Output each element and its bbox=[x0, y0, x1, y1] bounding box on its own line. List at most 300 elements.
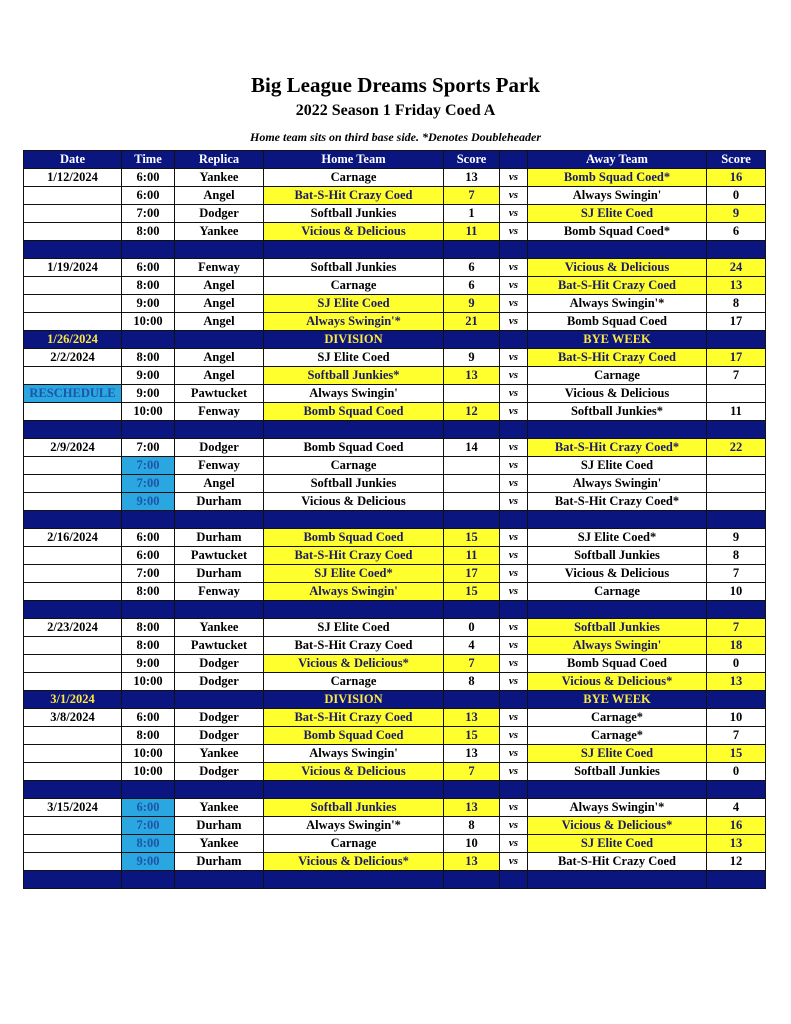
away-score-cell: 10 bbox=[707, 709, 766, 727]
home-score-cell: 13 bbox=[444, 853, 500, 871]
bye-week-label: BYE WEEK bbox=[528, 691, 707, 709]
date-cell bbox=[24, 763, 122, 781]
game-row bbox=[24, 205, 766, 223]
header-away-score: Score bbox=[707, 151, 766, 169]
date-cell bbox=[24, 367, 122, 385]
header-home-score: Score bbox=[444, 151, 500, 169]
game-row bbox=[24, 439, 766, 457]
empty-cell bbox=[707, 331, 766, 349]
date-cell bbox=[24, 403, 122, 421]
week-separator-row bbox=[24, 781, 766, 799]
separator-cell bbox=[264, 601, 444, 619]
separator-cell bbox=[122, 421, 175, 439]
away-team-cell: Carnage* bbox=[528, 727, 707, 745]
replica-field-cell: Dodger bbox=[175, 673, 264, 691]
away-score-cell: 16 bbox=[707, 169, 766, 187]
replica-field-cell: Durham bbox=[175, 817, 264, 835]
vs-label: vs bbox=[500, 655, 528, 673]
away-team-cell: SJ Elite Coed bbox=[528, 835, 707, 853]
vs-label: vs bbox=[500, 439, 528, 457]
game-row bbox=[24, 709, 766, 727]
time-cell: 6:00 bbox=[122, 259, 175, 277]
home-team-cell: SJ Elite Coed bbox=[264, 295, 444, 313]
separator-cell bbox=[24, 421, 122, 439]
vs-label: vs bbox=[500, 709, 528, 727]
replica-field-cell: Pawtucket bbox=[175, 637, 264, 655]
away-team-cell: Bat-S-Hit Crazy Coed bbox=[528, 349, 707, 367]
away-score-cell bbox=[707, 457, 766, 475]
game-row bbox=[24, 403, 766, 421]
separator-cell bbox=[444, 871, 500, 889]
header-date: Date bbox=[24, 151, 122, 169]
away-score-cell: 4 bbox=[707, 799, 766, 817]
home-team-cell: Bat-S-Hit Crazy Coed bbox=[264, 637, 444, 655]
time-cell: 9:00 bbox=[122, 655, 175, 673]
replica-field-cell: Angel bbox=[175, 367, 264, 385]
away-score-cell: 17 bbox=[707, 349, 766, 367]
home-score-cell bbox=[444, 475, 500, 493]
replica-field-cell: Pawtucket bbox=[175, 547, 264, 565]
vs-label: vs bbox=[500, 673, 528, 691]
vs-label: vs bbox=[500, 727, 528, 745]
away-score-cell: 17 bbox=[707, 313, 766, 331]
vs-label: vs bbox=[500, 385, 528, 403]
away-score-cell: 18 bbox=[707, 637, 766, 655]
home-team-cell: Bomb Squad Coed bbox=[264, 529, 444, 547]
replica-field-cell: Dodger bbox=[175, 439, 264, 457]
away-team-cell: Softball Junkies bbox=[528, 763, 707, 781]
home-score-cell: 12 bbox=[444, 403, 500, 421]
home-team-cell: Carnage bbox=[264, 457, 444, 475]
time-cell: 9:00 bbox=[122, 493, 175, 511]
game-row bbox=[24, 169, 766, 187]
date-cell bbox=[24, 673, 122, 691]
time-cell: 8:00 bbox=[122, 637, 175, 655]
separator-cell bbox=[500, 241, 528, 259]
away-team-cell: SJ Elite Coed bbox=[528, 457, 707, 475]
home-team-cell: SJ Elite Coed* bbox=[264, 565, 444, 583]
separator-cell bbox=[528, 511, 707, 529]
replica-field-cell: Yankee bbox=[175, 169, 264, 187]
home-team-cell: SJ Elite Coed bbox=[264, 349, 444, 367]
home-team-cell: Bat-S-Hit Crazy Coed bbox=[264, 547, 444, 565]
separator-cell bbox=[24, 241, 122, 259]
header-time: Time bbox=[122, 151, 175, 169]
vs-label: vs bbox=[500, 187, 528, 205]
away-team-cell: Bomb Squad Coed bbox=[528, 313, 707, 331]
home-score-cell: 8 bbox=[444, 817, 500, 835]
away-score-cell: 0 bbox=[707, 655, 766, 673]
header-away-team: Away Team bbox=[528, 151, 707, 169]
game-row bbox=[24, 223, 766, 241]
home-team-cell: Always Swingin'* bbox=[264, 817, 444, 835]
vs-label: vs bbox=[500, 745, 528, 763]
replica-field-cell: Angel bbox=[175, 295, 264, 313]
home-score-cell: 6 bbox=[444, 277, 500, 295]
date-cell bbox=[24, 187, 122, 205]
separator-cell bbox=[707, 601, 766, 619]
separator-cell bbox=[122, 781, 175, 799]
date-cell: 2/2/2024 bbox=[24, 349, 122, 367]
time-cell: 8:00 bbox=[122, 277, 175, 295]
away-score-cell: 10 bbox=[707, 583, 766, 601]
game-row bbox=[24, 385, 766, 403]
home-team-cell: Bomb Squad Coed bbox=[264, 439, 444, 457]
replica-field-cell: Yankee bbox=[175, 835, 264, 853]
game-row bbox=[24, 367, 766, 385]
game-row bbox=[24, 637, 766, 655]
home-score-cell: 21 bbox=[444, 313, 500, 331]
separator-cell bbox=[175, 421, 264, 439]
game-row bbox=[24, 313, 766, 331]
home-score-cell bbox=[444, 385, 500, 403]
time-cell: 9:00 bbox=[122, 385, 175, 403]
home-score-cell: 0 bbox=[444, 619, 500, 637]
home-score-cell: 15 bbox=[444, 529, 500, 547]
separator-cell bbox=[707, 421, 766, 439]
week-separator-row bbox=[24, 511, 766, 529]
home-team-cell: Softball Junkies bbox=[264, 799, 444, 817]
separator-cell bbox=[24, 871, 122, 889]
time-cell: 6:00 bbox=[122, 709, 175, 727]
game-row bbox=[24, 727, 766, 745]
empty-cell bbox=[444, 331, 500, 349]
time-cell: 6:00 bbox=[122, 169, 175, 187]
separator-cell bbox=[122, 871, 175, 889]
header-home-team: Home Team bbox=[264, 151, 444, 169]
away-team-cell: Bomb Squad Coed bbox=[528, 655, 707, 673]
separator-cell bbox=[444, 601, 500, 619]
home-team-cell: Vicious & Delicious* bbox=[264, 655, 444, 673]
separator-cell bbox=[122, 511, 175, 529]
home-team-cell: Bomb Squad Coed bbox=[264, 403, 444, 421]
vs-label: vs bbox=[500, 619, 528, 637]
separator-cell bbox=[24, 511, 122, 529]
separator-cell bbox=[24, 781, 122, 799]
vs-label: vs bbox=[500, 169, 528, 187]
away-team-cell: Carnage bbox=[528, 583, 707, 601]
empty-cell bbox=[175, 331, 264, 349]
game-row bbox=[24, 583, 766, 601]
away-score-cell: 22 bbox=[707, 439, 766, 457]
home-score-cell: 1 bbox=[444, 205, 500, 223]
time-cell: 7:00 bbox=[122, 439, 175, 457]
bye-week-label: BYE WEEK bbox=[528, 331, 707, 349]
home-score-cell: 7 bbox=[444, 655, 500, 673]
vs-label: vs bbox=[500, 817, 528, 835]
away-team-cell: Vicious & Delicious* bbox=[528, 673, 707, 691]
home-score-cell: 13 bbox=[444, 799, 500, 817]
home-team-cell: Softball Junkies* bbox=[264, 367, 444, 385]
empty-cell bbox=[444, 691, 500, 709]
time-cell: 8:00 bbox=[122, 835, 175, 853]
replica-field-cell: Durham bbox=[175, 853, 264, 871]
home-score-cell bbox=[444, 457, 500, 475]
separator-cell bbox=[500, 421, 528, 439]
header-row bbox=[24, 151, 766, 169]
away-score-cell: 7 bbox=[707, 565, 766, 583]
date-cell bbox=[24, 745, 122, 763]
away-score-cell: 13 bbox=[707, 673, 766, 691]
home-score-cell: 7 bbox=[444, 763, 500, 781]
away-team-cell: Softball Junkies* bbox=[528, 403, 707, 421]
separator-cell bbox=[444, 241, 500, 259]
away-team-cell: Vicious & Delicious bbox=[528, 259, 707, 277]
vs-label: vs bbox=[500, 529, 528, 547]
separator-cell bbox=[264, 781, 444, 799]
separator-cell bbox=[175, 241, 264, 259]
home-team-cell: Vicious & Delicious bbox=[264, 763, 444, 781]
week-separator-row bbox=[24, 871, 766, 889]
away-team-cell: Vicious & Delicious bbox=[528, 565, 707, 583]
week-separator-row bbox=[24, 421, 766, 439]
game-row bbox=[24, 853, 766, 871]
replica-field-cell: Fenway bbox=[175, 403, 264, 421]
date-cell bbox=[24, 583, 122, 601]
time-cell: 7:00 bbox=[122, 565, 175, 583]
game-row bbox=[24, 547, 766, 565]
vs-label: vs bbox=[500, 475, 528, 493]
time-cell: 6:00 bbox=[122, 799, 175, 817]
date-cell: 1/26/2024 bbox=[24, 331, 122, 349]
replica-field-cell: Dodger bbox=[175, 655, 264, 673]
date-cell bbox=[24, 835, 122, 853]
replica-field-cell: Yankee bbox=[175, 619, 264, 637]
time-cell: 9:00 bbox=[122, 853, 175, 871]
away-score-cell: 12 bbox=[707, 853, 766, 871]
date-cell: 3/8/2024 bbox=[24, 709, 122, 727]
home-score-cell: 15 bbox=[444, 583, 500, 601]
game-row bbox=[24, 349, 766, 367]
game-row bbox=[24, 475, 766, 493]
game-row bbox=[24, 817, 766, 835]
home-team-cell: Always Swingin' bbox=[264, 745, 444, 763]
time-cell: 9:00 bbox=[122, 367, 175, 385]
away-score-cell: 13 bbox=[707, 277, 766, 295]
week-separator-row bbox=[24, 241, 766, 259]
home-team-cell: Bat-S-Hit Crazy Coed bbox=[264, 709, 444, 727]
time-cell: 7:00 bbox=[122, 457, 175, 475]
home-score-cell: 17 bbox=[444, 565, 500, 583]
home-score-cell: 6 bbox=[444, 259, 500, 277]
vs-label: vs bbox=[500, 493, 528, 511]
away-team-cell: SJ Elite Coed bbox=[528, 205, 707, 223]
empty-cell bbox=[500, 331, 528, 349]
time-cell: 8:00 bbox=[122, 619, 175, 637]
vs-label: vs bbox=[500, 349, 528, 367]
date-cell bbox=[24, 223, 122, 241]
home-score-cell: 7 bbox=[444, 187, 500, 205]
time-cell: 7:00 bbox=[122, 205, 175, 223]
separator-cell bbox=[444, 421, 500, 439]
away-score-cell: 7 bbox=[707, 367, 766, 385]
time-cell: 8:00 bbox=[122, 727, 175, 745]
date-cell bbox=[24, 853, 122, 871]
away-team-cell: Always Swingin' bbox=[528, 187, 707, 205]
away-score-cell: 8 bbox=[707, 547, 766, 565]
separator-cell bbox=[444, 781, 500, 799]
replica-field-cell: Durham bbox=[175, 493, 264, 511]
date-cell: 1/12/2024 bbox=[24, 169, 122, 187]
vs-label: vs bbox=[500, 403, 528, 421]
separator-cell bbox=[264, 871, 444, 889]
time-cell: 7:00 bbox=[122, 817, 175, 835]
replica-field-cell: Angel bbox=[175, 187, 264, 205]
home-score-cell: 15 bbox=[444, 727, 500, 745]
separator-cell bbox=[528, 241, 707, 259]
separator-cell bbox=[707, 241, 766, 259]
separator-cell bbox=[500, 601, 528, 619]
separator-cell bbox=[707, 781, 766, 799]
date-cell: 2/16/2024 bbox=[24, 529, 122, 547]
separator-cell bbox=[24, 601, 122, 619]
date-cell: RESCHEDULE bbox=[24, 385, 122, 403]
home-score-cell: 14 bbox=[444, 439, 500, 457]
time-cell: 8:00 bbox=[122, 583, 175, 601]
replica-field-cell: Fenway bbox=[175, 457, 264, 475]
replica-field-cell: Fenway bbox=[175, 259, 264, 277]
away-score-cell: 7 bbox=[707, 619, 766, 637]
away-team-cell: Always Swingin' bbox=[528, 475, 707, 493]
replica-field-cell: Durham bbox=[175, 565, 264, 583]
game-row bbox=[24, 493, 766, 511]
away-score-cell: 11 bbox=[707, 403, 766, 421]
game-row bbox=[24, 745, 766, 763]
away-team-cell: Bat-S-Hit Crazy Coed bbox=[528, 277, 707, 295]
away-score-cell: 24 bbox=[707, 259, 766, 277]
away-team-cell: Carnage* bbox=[528, 709, 707, 727]
home-team-cell: Always Swingin'* bbox=[264, 313, 444, 331]
date-cell: 2/23/2024 bbox=[24, 619, 122, 637]
date-cell bbox=[24, 565, 122, 583]
replica-field-cell: Durham bbox=[175, 529, 264, 547]
home-team-cell: Always Swingin' bbox=[264, 385, 444, 403]
home-team-cell: Carnage bbox=[264, 169, 444, 187]
separator-cell bbox=[175, 601, 264, 619]
away-score-cell bbox=[707, 493, 766, 511]
away-score-cell: 0 bbox=[707, 763, 766, 781]
game-row bbox=[24, 565, 766, 583]
game-row bbox=[24, 295, 766, 313]
bye-week-row bbox=[24, 331, 766, 349]
away-score-cell bbox=[707, 385, 766, 403]
vs-label: vs bbox=[500, 259, 528, 277]
time-cell: 10:00 bbox=[122, 745, 175, 763]
away-score-cell: 16 bbox=[707, 817, 766, 835]
empty-cell bbox=[500, 691, 528, 709]
game-row bbox=[24, 187, 766, 205]
division-label: DIVISION bbox=[264, 331, 444, 349]
away-score-cell: 6 bbox=[707, 223, 766, 241]
separator-cell bbox=[707, 871, 766, 889]
away-team-cell: Always Swingin'* bbox=[528, 799, 707, 817]
header-vs bbox=[500, 151, 528, 169]
separator-cell bbox=[122, 601, 175, 619]
game-row bbox=[24, 619, 766, 637]
vs-label: vs bbox=[500, 457, 528, 475]
date-cell bbox=[24, 457, 122, 475]
time-cell: 6:00 bbox=[122, 529, 175, 547]
separator-cell bbox=[264, 241, 444, 259]
away-team-cell: Vicious & Delicious bbox=[528, 385, 707, 403]
time-cell: 10:00 bbox=[122, 403, 175, 421]
home-score-cell: 8 bbox=[444, 673, 500, 691]
time-cell: 10:00 bbox=[122, 673, 175, 691]
away-team-cell: Carnage bbox=[528, 367, 707, 385]
date-cell bbox=[24, 817, 122, 835]
replica-field-cell: Dodger bbox=[175, 205, 264, 223]
home-team-cell: Carnage bbox=[264, 835, 444, 853]
replica-field-cell: Angel bbox=[175, 475, 264, 493]
empty-cell bbox=[122, 331, 175, 349]
week-separator-row bbox=[24, 601, 766, 619]
empty-cell bbox=[707, 691, 766, 709]
date-cell bbox=[24, 547, 122, 565]
page-subtitle: 2022 Season 1 Friday Coed A bbox=[295, 102, 496, 119]
away-score-cell: 0 bbox=[707, 187, 766, 205]
separator-cell bbox=[500, 871, 528, 889]
game-row bbox=[24, 655, 766, 673]
away-team-cell: Always Swingin'* bbox=[528, 295, 707, 313]
replica-field-cell: Angel bbox=[175, 313, 264, 331]
date-cell bbox=[24, 493, 122, 511]
time-cell: 8:00 bbox=[122, 223, 175, 241]
vs-label: vs bbox=[500, 583, 528, 601]
away-team-cell: Bat-S-Hit Crazy Coed bbox=[528, 853, 707, 871]
vs-label: vs bbox=[500, 547, 528, 565]
time-cell: 8:00 bbox=[122, 349, 175, 367]
home-score-cell: 11 bbox=[444, 223, 500, 241]
away-score-cell: 9 bbox=[707, 205, 766, 223]
separator-cell bbox=[444, 511, 500, 529]
schedule-table bbox=[23, 150, 766, 889]
away-score-cell: 8 bbox=[707, 295, 766, 313]
replica-field-cell: Yankee bbox=[175, 745, 264, 763]
away-team-cell: Bat-S-Hit Crazy Coed* bbox=[528, 493, 707, 511]
home-team-cell: Bat-S-Hit Crazy Coed bbox=[264, 187, 444, 205]
division-label: DIVISION bbox=[264, 691, 444, 709]
separator-cell bbox=[707, 511, 766, 529]
replica-field-cell: Dodger bbox=[175, 727, 264, 745]
date-cell bbox=[24, 205, 122, 223]
vs-label: vs bbox=[500, 835, 528, 853]
time-cell: 9:00 bbox=[122, 295, 175, 313]
vs-label: vs bbox=[500, 223, 528, 241]
replica-field-cell: Angel bbox=[175, 349, 264, 367]
time-cell: 6:00 bbox=[122, 187, 175, 205]
date-cell bbox=[24, 637, 122, 655]
away-score-cell: 15 bbox=[707, 745, 766, 763]
separator-cell bbox=[528, 421, 707, 439]
separator-cell bbox=[175, 871, 264, 889]
separator-cell bbox=[528, 781, 707, 799]
replica-field-cell: Fenway bbox=[175, 583, 264, 601]
date-cell bbox=[24, 295, 122, 313]
date-cell: 3/15/2024 bbox=[24, 799, 122, 817]
empty-cell bbox=[175, 691, 264, 709]
time-cell: 7:00 bbox=[122, 475, 175, 493]
home-score-cell: 13 bbox=[444, 745, 500, 763]
home-team-cell: Softball Junkies bbox=[264, 205, 444, 223]
separator-cell bbox=[122, 241, 175, 259]
replica-field-cell: Dodger bbox=[175, 763, 264, 781]
date-cell bbox=[24, 313, 122, 331]
separator-cell bbox=[175, 781, 264, 799]
replica-field-cell: Yankee bbox=[175, 799, 264, 817]
home-score-cell: 9 bbox=[444, 295, 500, 313]
home-team-cell: Bomb Squad Coed bbox=[264, 727, 444, 745]
home-team-cell: Softball Junkies bbox=[264, 475, 444, 493]
